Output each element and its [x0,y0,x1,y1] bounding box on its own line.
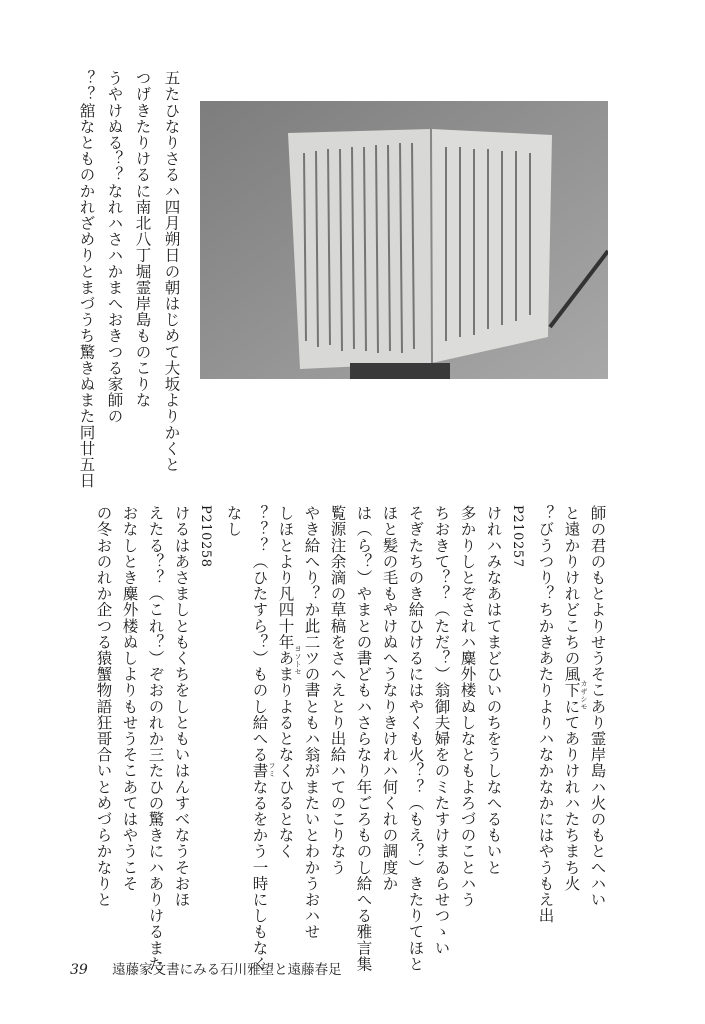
bottom-column-11: 覧源注余滴の草稿をさへえとり出給ハてのこりなう [328,505,347,876]
bottom-column-9: ほと髪の毛もやけぬへうなりきけれハ何くれの調度か [380,505,399,892]
bottom-column-7: ちおきて？？（ただ？）翁御夫婦をのミたすけまゐらせつゝい [432,505,451,956]
bottom-column-3: ？びうつり？ちかきあたりよりハなかなかにはやうもえ出 [536,505,555,924]
bottom-column-10: は（ら？）やまとの書どもハさらなり年ごろものし給へる雅言集 [354,505,373,972]
bottom-column-20: の冬おのれか企つる猿蟹物語狂哥合いとめづらかなりと [94,505,113,908]
bottom-column-8: そぎたちのき給ひけるにはやくも火？？（もえ？）きたりてほと [406,505,425,972]
manuscript-photo-icon [200,101,608,379]
top-column-4: ？？舘なとものかれざめりとまづうち驚きぬまた同廿五日 [77,70,96,489]
top-column-3: うやけぬる？？なれハさハかまへおきつる家師の [105,70,124,425]
bottom-column-15: なし [224,505,243,538]
photo-ref-1: P210257 [510,505,525,568]
bottom-column-1: 師の君のもとよりせうそこあり霊岸島ハ火のもとへハい [588,505,607,908]
ruby-fumi: フミ [268,762,276,778]
page-number: 39 [70,962,88,978]
page-footer [70,958,342,978]
bottom-column-18: えたる？？（これ？）ぞおのれか三たひの驚きにハありけるまた [146,505,165,972]
bottom-column-5: けれハみなあはてまどひいのちをうしなへるもいと [484,505,503,876]
ruby-yotose: ヨソトセ [294,645,302,676]
bottom-column-13: しほとより凡四十年あまりよるとなくひるとなく [276,505,295,860]
ruby-kazeshimo: カザシモ [580,680,588,711]
bottom-column-14: ？？？（ひたすら？）ものし給へる書なるをかう一時にしもなく [250,505,269,972]
bottom-column-2: と遠かりけれどこちの風下にてありけれハたちまち火 [562,505,581,892]
bottom-column-12: やき給へり？か此二ツの書ともハ翁がまたいとわかうおハせ [302,505,321,940]
manuscript-photo [200,101,608,379]
bottom-column-6: 多かりしとぞされハ麋外楼ぬしなともよろづのことハう [458,505,477,908]
bottom-column-19: おなしとき麋外楼ぬしよりもせうそこあてはやうこそ [120,505,139,892]
running-title: 遠藤家文書にみる石川雅望と遠藤春足 [112,962,342,978]
top-column-2: つげきたりけるに南北八丁堀霊岸島ものこりな [133,70,152,409]
top-column-1: 五たひなりさるハ四月朔日の朝はじめて大坂よりかくと [162,70,181,473]
photo-ref-2: P210258 [198,505,213,568]
bottom-column-17: けるはあさましともくちをしともいはんすべなうそおほ [172,505,191,908]
